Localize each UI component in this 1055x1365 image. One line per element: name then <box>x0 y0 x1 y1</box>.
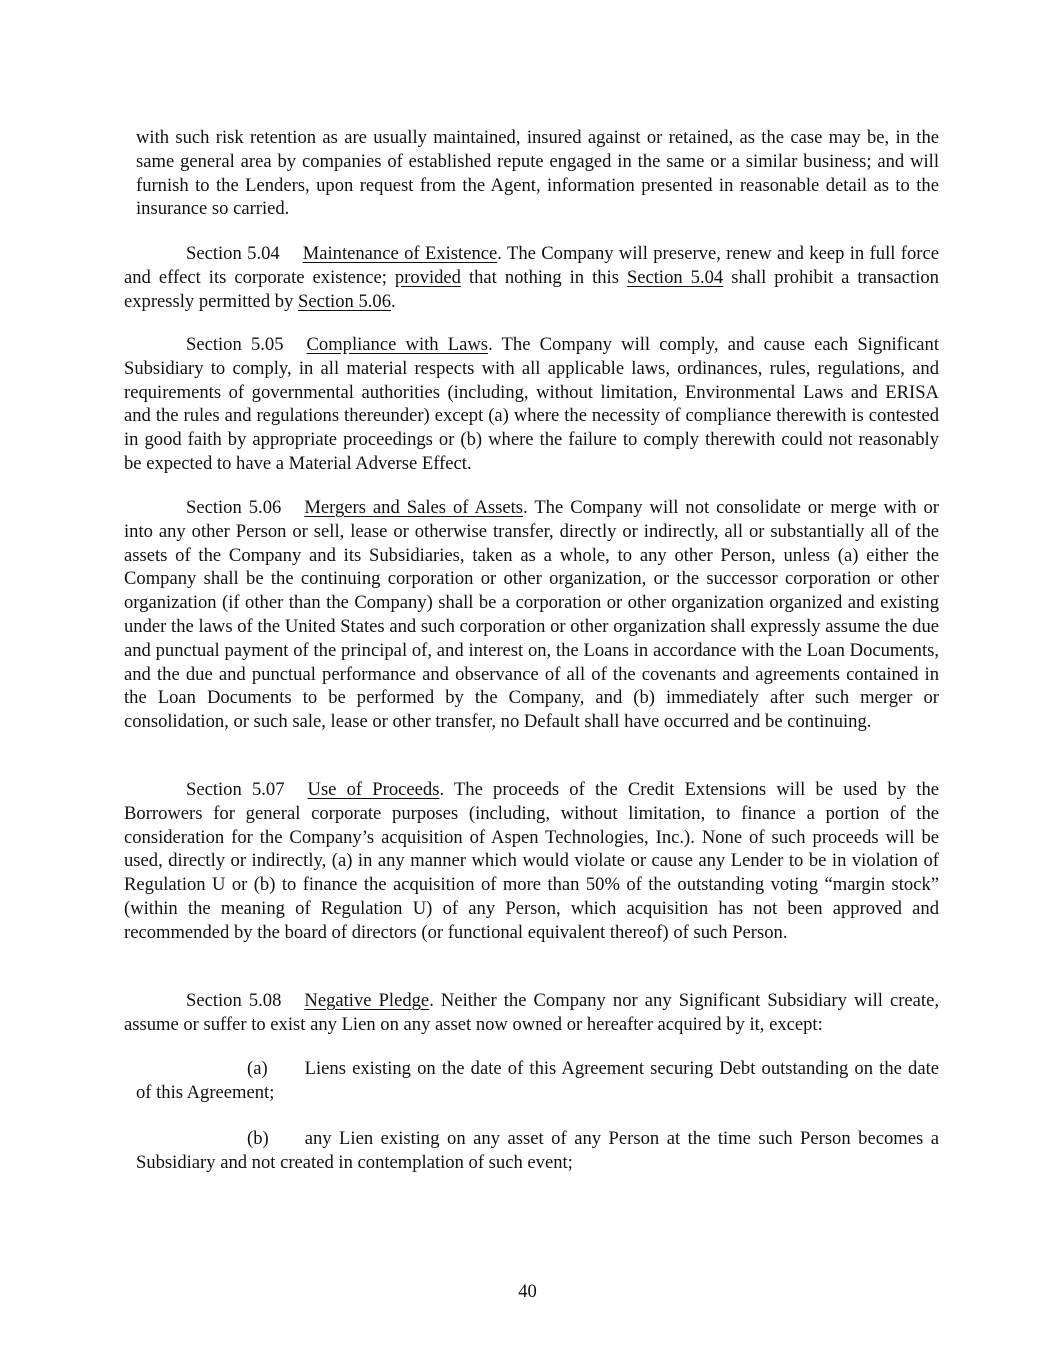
section-text: that nothing in this <box>460 266 627 288</box>
section-number: Section 5.06 <box>186 497 282 518</box>
clause-b <box>136 1127 939 1175</box>
section-title: Compliance with Laws <box>306 334 489 355</box>
section-text: . The Company will preserve, renew and keep in full force and effect its corporate existence; <box>124 243 939 288</box>
section-title: Mergers and Sales of Assets <box>304 497 524 518</box>
section-number: Section 5.05 <box>186 334 284 355</box>
section-number: Section 5.04 <box>186 243 280 264</box>
clause-text: any Lien existing on any asset of any Person at the time such Person becomes a Subsidiary and not created in contemplation of such event; <box>136 1128 939 1173</box>
section-title: Use of Proceeds <box>307 779 440 800</box>
section-reference: Section 5.04 <box>626 266 724 288</box>
clause-label: (a) <box>247 1058 268 1079</box>
section-title: Negative Pledge <box>304 990 430 1011</box>
section-text: . The Company will not consolidate or merge with or into any other Person or sell, lease or otherwise transfer, directly or indirectly, all or substantially all of the assets of the Company and its Subsidiaries, taken as a whole, to any other Person, unless (a) either the Company shall be the continuing corporation or other organization, or the successor corporation or other organization (if other than the Company) shall be a corporation or other organization organized and existing under the laws of the United States and such corporation or other organization shall expressly assume the due and punctual payment of the principal of, and interest on, the Loans in accordance with the Loan Documents, and the due and punctual performance and observance of all of the covenants and agreements contained in the Loan Documents to be performed by the Company, and (b) immediately after such merger or consolidation, or such sale, lease or other transfer, no Default shall have occurred and be continuing. <box>124 497 939 733</box>
section-text: . The Company will comply, and cause each Significant Subsidiary to comply, in all material respects with all applicable laws, ordinances, rules, regulations, and requirements of governmental authorities (including, without limitation, Environmental Laws and ERISA and the rules and regulations thereunder) except (a) where the necessity of compliance therewith is contested in good faith by appropriate proceedings or (b) where the failure to comply therewith could not reasonably be expected to have a Material Adverse Effect. <box>124 334 939 474</box>
section-title: Maintenance of Existence <box>302 243 498 264</box>
clause-a <box>136 1057 939 1105</box>
section-5-04 <box>124 242 939 313</box>
intro-text: with such risk retention as are usually maintained, insured against or retained, as the case may be, in the same general area by companies of established repute engaged in the same or a similar business; and will furnish to the Lenders, upon request from the Agent, information presented in reasonable detail as to the insurance so carried. <box>136 127 939 220</box>
page-number: 40 <box>518 1281 537 1302</box>
section-5-06 <box>124 496 939 734</box>
section-text: shall prohibit a transaction expressly permitted by <box>124 266 939 312</box>
section-text: . The proceeds of the Credit Extensions will be used by the Borrowers for general corporate purposes (including, without limitation, to finance a portion of the consideration for the Company’s acquisition of Aspen Technologies, Inc.). None of such proceeds will be used, directly or indirectly, (a) in any manner which would violate or cause any Lender to be in violation of Regulation U or (b) to finance the acquisition of more than 50% of the outstanding voting “margin stock” (within the meaning of Regulation U) of any Person, which acquisition has not been approved and recommended by the board of directors (or functional equivalent thereof) of such Person. <box>124 779 939 943</box>
section-number: Section 5.08 <box>186 990 282 1011</box>
section-5-05 <box>124 333 939 476</box>
clause-label: (b) <box>247 1128 269 1149</box>
section-text: . Neither the Company nor any Significant Subsidiary will create, assume or suffer to exist any Lien on any asset now owned or hereafter acquired by it, except: <box>124 990 939 1035</box>
section-text: . <box>391 290 396 312</box>
intro-paragraph <box>136 126 939 221</box>
clause-text: Liens existing on the date of this Agreement securing Debt outstanding on the date of this Agreement; <box>136 1058 939 1103</box>
section-5-07 <box>124 778 939 945</box>
section-number: Section 5.07 <box>186 779 285 800</box>
section-reference: Section 5.06 <box>298 290 391 312</box>
section-5-08 <box>124 989 939 1037</box>
provided-term: provided <box>394 266 461 288</box>
